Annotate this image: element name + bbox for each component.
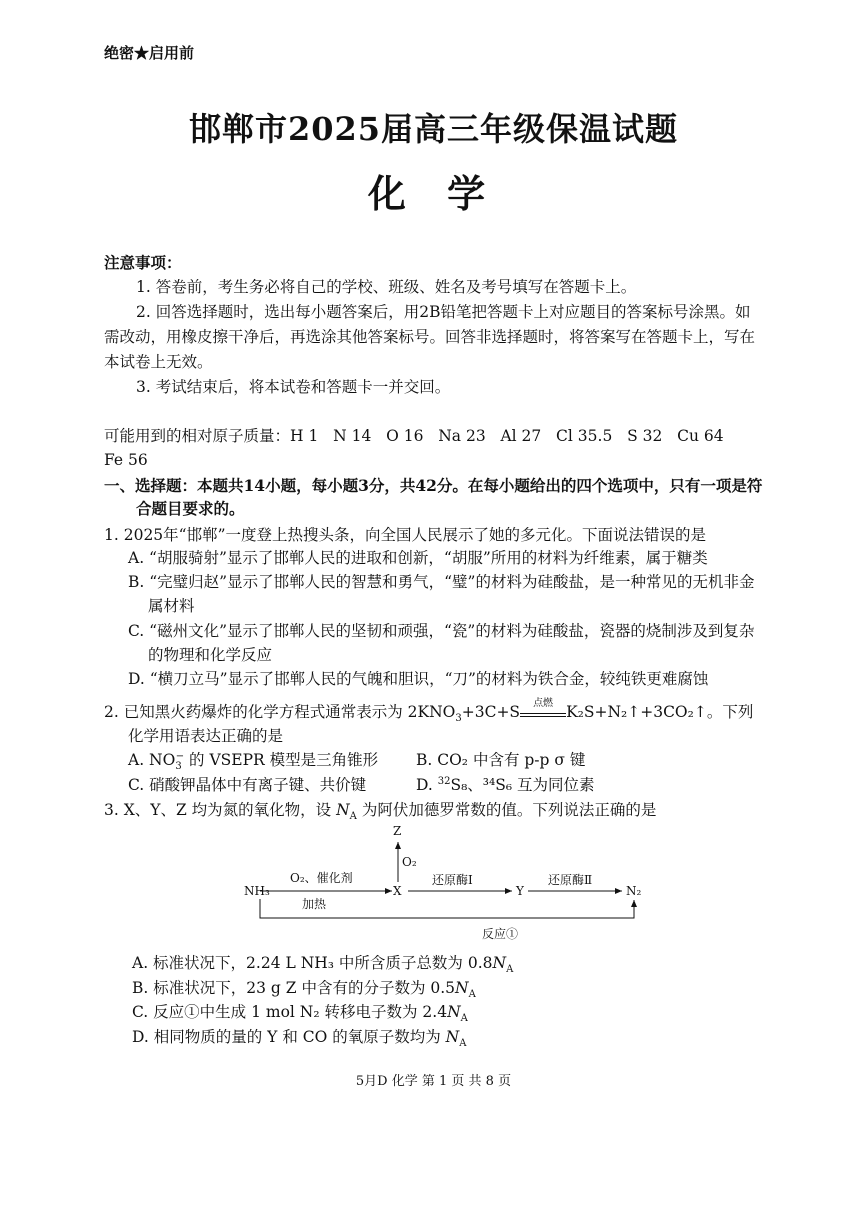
q3-nitrogen-cycle-diagram: [230, 822, 650, 950]
q2-option-a: A. $NO_3^-$ 的 VSEPR 模型是三角锥形: [128, 750, 379, 773]
confidential-label: 绝密★启用前: [104, 44, 195, 62]
q3-d-na: N: [445, 1028, 460, 1046]
subject-title: 化 学: [367, 171, 500, 216]
section1-heading-line2: 合题目要求的。: [136, 499, 245, 518]
q2-stem-line1: 2. 已知黑火药爆炸的化学方程式通常表示为 $2KNO_3+3C+S$ 点燃 K₂S+N₂↑+3CO₂↑。下列: [104, 702, 753, 723]
diagram-nh3: NH₃: [244, 884, 270, 898]
q3-c-text: C. 反应①中生成 1 mol N₂ 转移电子数为 2.4: [132, 1003, 448, 1021]
q2-reaction-condition: [520, 698, 566, 717]
q2-option-c: C. 硝酸钾晶体中有离子键、共价键: [128, 776, 367, 794]
notice-item-3: 3. 考试结束后，将本试卷和答题卡一并交回。: [136, 378, 451, 396]
q3-stem-suffix: 为阿伏加德罗常数的值。下列说法正确的是: [356, 801, 657, 819]
atomic-mass-line2: Fe 56: [104, 451, 148, 469]
q2-stem-products: K₂S+N₂↑+3CO₂↑。下列: [566, 703, 754, 721]
notice-item-2-line3: 本试卷上无效。: [104, 353, 213, 371]
page-footer: 5月D 化学 第 1 页 共 8 页: [355, 1074, 512, 1089]
q1-stem: 1. 2025年“邯郸”一度登上热搜头条，向全国人民展示了她的多元化。下面说法错误的是: [104, 526, 707, 544]
q3-na: N: [336, 801, 350, 819]
notice-item-2-line2: 需改动，用橡皮擦干净后，再选涂其他答案标号。回答非选择题时，将答案写在答题卡上，写在: [104, 328, 756, 346]
diagram-enzyme2: 还原酶Ⅱ: [548, 873, 593, 887]
diagram-o2: O₂: [402, 855, 417, 869]
q2-option-d: [416, 775, 595, 796]
notice-heading: 注意事项：: [104, 253, 182, 272]
section1-heading-line1: 一、选择题：本题共14小题，每小题3分，共42分。在每小题给出的四个选项中，只有一项是符: [104, 476, 763, 495]
q1-option-b-line2: 属材料: [148, 597, 195, 615]
atomic-mass-label: 可能用到的相对原子质量：: [104, 427, 291, 445]
diagram-reaction1: 反应①: [482, 927, 519, 941]
diagram-cond-bottom: 加热: [302, 897, 327, 911]
q3-a-na-sub: A: [506, 964, 514, 976]
q1-option-b-line1: B. “完璧归赵”显示了邯郸人民的智慧和勇气，“璧”的材料为硅酸盐，是一种常见的无机非金: [128, 573, 755, 591]
q3-d-text: D. 相同物质的量的 Y 和 CO 的氧原子数均为: [132, 1028, 446, 1046]
q3-option-d: [132, 1027, 466, 1048]
diagram-enzyme1: 还原酶Ⅰ: [432, 873, 473, 887]
diagram-n2: N₂: [626, 884, 642, 898]
diagram-x: X: [393, 884, 402, 898]
q2-d-prefix: D.: [416, 776, 438, 794]
q2-a-rest: 的 VSEPR 模型是三角锥形: [184, 751, 379, 769]
exam-title: 邯郸市2025届高三年级保温试题: [188, 110, 679, 148]
q3-c-na-sub: A: [460, 1013, 468, 1025]
q3-option-a: [132, 953, 513, 974]
notice-item-2-line1: 2. 回答选择题时，选出每小题答案后，用2B铅笔把答题卡上对应题目的答案标号涂黑。如: [136, 303, 751, 321]
q1-option-a: A. “胡服骑射”显示了邯郸人民的进取和创新，“胡服”所用的材料为纤维素，属于糖类: [128, 549, 708, 567]
q2-stem-prefix: 2. 已知黑火药爆炸的化学方程式通常表示为 2KNO: [104, 703, 456, 721]
atomic-mass-list: H 1 N 14 O 16 Na 23 Al 27 Cl 35.5 S 32 Cu 64: [290, 427, 724, 445]
q3-a-na: N: [492, 954, 507, 972]
q3-option-c: [132, 1002, 468, 1023]
q2-condition-text: 点燃: [533, 698, 554, 709]
q3-b-text: B. 标准状况下，23 g Z 中含有的分子数为 0.5: [132, 979, 456, 997]
atomic-mass-line1: [104, 426, 724, 447]
q3-b-na-sub: A: [468, 989, 476, 1001]
q3-na-sub: A: [349, 811, 357, 823]
q3-d-na-sub: A: [459, 1038, 467, 1050]
q2-stem-reactants: +3C+S: [461, 703, 521, 721]
q1-option-c-line1: C. “磁州文化”显示了邯郸人民的坚韧和顽强，“瓷”的材料为硅酸盐，瓷器的烧制涉及到复杂: [128, 622, 755, 640]
q2-stem-line2: 化学用语表达正确的是: [128, 727, 284, 745]
q3-option-b: [132, 978, 476, 999]
q2-d-sup: 32: [437, 775, 451, 787]
diagram-z: Z: [393, 824, 402, 838]
q1-option-d: D. “横刀立马”显示了邯郸人民的气魄和胆识，“刀”的材料为铁合金，较纯铁更难腐蚀: [128, 670, 709, 688]
q2-a-prefix: A. NO: [128, 751, 176, 769]
notice-item-1: 1. 答卷前，考生务必将自己的学校、班级、姓名及考号填写在答题卡上。: [136, 278, 637, 296]
q1-option-c-line2: 的物理和化学反应: [148, 646, 273, 664]
diagram-y: Y: [516, 884, 524, 898]
diagram-cond-top: O₂、催化剂: [290, 871, 353, 885]
q3-c-na: N: [447, 1003, 461, 1021]
q2-d-rest: S₈、³⁴S₆ 互为同位素: [450, 776, 595, 794]
q3-a-text: A. 标准状况下，2.24 L NH₃ 中所含质子总数为 0.8: [132, 954, 493, 972]
q3-stem: [104, 800, 656, 821]
q2-option-b: B. CO₂ 中含有 p-p σ 键: [416, 751, 586, 769]
q3-stem-prefix: 3. X、Y、Z 均为氮的氧化物，设: [104, 801, 337, 819]
q3-b-na: N: [455, 979, 469, 997]
